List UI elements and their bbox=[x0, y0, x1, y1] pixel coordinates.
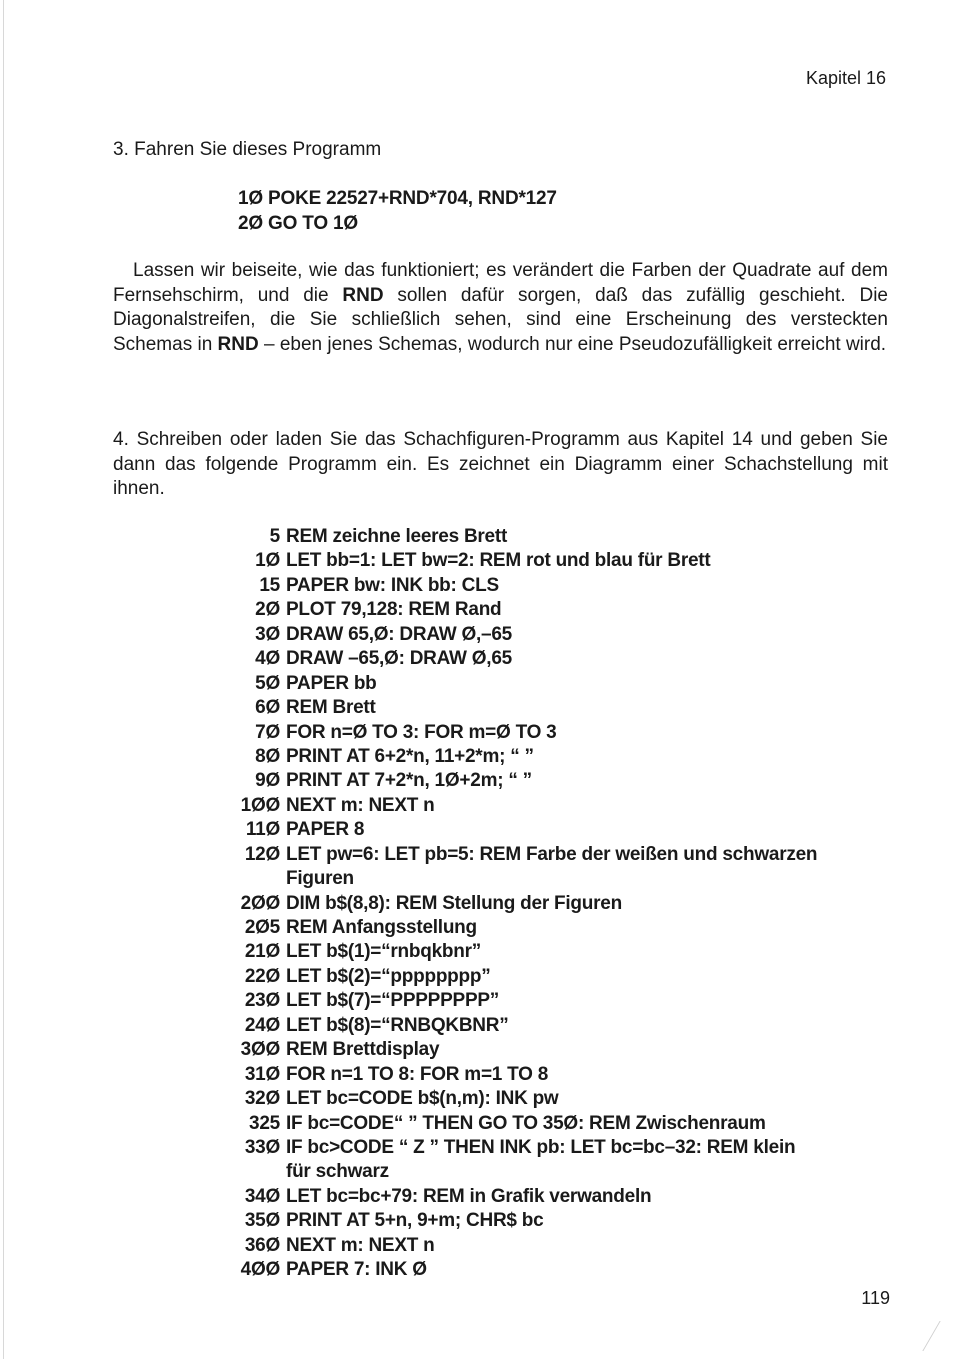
line-statement: LET pw=6: LET pb=5: REM Farbe der weißen und schwarzen bbox=[286, 843, 818, 865]
listing-line bbox=[0, 1112, 970, 1136]
line-number: 31Ø bbox=[244, 1063, 280, 1085]
listing-line bbox=[0, 1014, 970, 1038]
line-statement: DRAW –65,Ø: DRAW Ø,65 bbox=[286, 648, 512, 670]
line-number: 5Ø bbox=[255, 672, 280, 694]
line-statement: REM zeichne leeres Brett bbox=[286, 526, 508, 547]
listing-line bbox=[0, 647, 970, 671]
listing-line bbox=[0, 1185, 970, 1209]
line-statement: PAPER bw: INK bb: CLS bbox=[286, 574, 499, 596]
section-3-paragraph bbox=[113, 259, 888, 357]
line-number: 3Ø bbox=[255, 623, 280, 645]
line-statement: LET b$(7)=“PPPPPPPP” bbox=[286, 990, 500, 1012]
listing-line bbox=[0, 696, 970, 720]
line-number: 1Ø bbox=[255, 550, 280, 572]
line-statement: LET bb=1: LET bw=2: REM rot und blau für Brett bbox=[286, 550, 711, 572]
listing-line bbox=[0, 1087, 970, 1111]
listing-line bbox=[0, 1038, 970, 1062]
line-statement: DRAW 65,Ø: DRAW Ø,–65 bbox=[286, 623, 512, 645]
line-statement: PRINT AT 7+2*n, 1Ø+2m; “ ” bbox=[286, 770, 532, 792]
page-corner-mark bbox=[922, 1321, 970, 1351]
line-number: 21Ø bbox=[244, 941, 280, 963]
listing-line bbox=[0, 769, 970, 793]
listing-line bbox=[0, 892, 970, 916]
line-statement: IF bc>CODE “ Z ” THEN INK pb: LET bc=bc–32: REM klein bbox=[286, 1136, 796, 1158]
line-number: 9Ø bbox=[255, 770, 280, 792]
listing-line bbox=[0, 843, 970, 867]
line-number: 4ØØ bbox=[240, 1259, 280, 1281]
line-statement: PAPER 7: INK Ø bbox=[286, 1259, 427, 1281]
line-statement: REM Brett bbox=[286, 697, 376, 719]
chapter-header: Kapitel 16 bbox=[805, 68, 886, 88]
listing-line bbox=[0, 1258, 970, 1282]
line-statement: PRINT AT 5+n, 9+m; CHR$ bc bbox=[286, 1210, 544, 1232]
line-number: 15 bbox=[259, 574, 280, 596]
line-statement: PAPER bb bbox=[286, 672, 377, 694]
listing-line bbox=[0, 794, 970, 818]
section-3-code bbox=[238, 186, 557, 236]
line-statement: IF bc=CODE“ ” THEN GO TO 35Ø: REM Zwischenraum bbox=[286, 1112, 766, 1134]
line-number: 32Ø bbox=[244, 1088, 280, 1110]
listing-line bbox=[0, 1063, 970, 1087]
page-number: 119 bbox=[861, 1288, 890, 1308]
line-statement: LET bc=CODE b$(n,m): INK pw bbox=[286, 1088, 559, 1110]
line-statement: NEXT m: NEXT n bbox=[286, 794, 435, 816]
line-statement: PLOT 79,128: REM Rand bbox=[286, 599, 502, 621]
line-number: 24Ø bbox=[244, 1014, 280, 1036]
listing-line bbox=[0, 623, 970, 647]
line-statement: LET b$(2)=“pppppppp” bbox=[286, 965, 491, 987]
listing-line bbox=[0, 1234, 970, 1258]
line-statement: REM Brettdisplay bbox=[286, 1039, 440, 1061]
listing-line bbox=[0, 525, 970, 549]
line-number: 6Ø bbox=[255, 697, 280, 719]
line-number: 12Ø bbox=[244, 843, 280, 865]
line-number: 11Ø bbox=[245, 819, 280, 841]
line-statement: LET b$(8)=“RNBQKBNR” bbox=[286, 1014, 509, 1036]
line-number: 2ØØ bbox=[240, 892, 280, 914]
line-number: 2Ø5 bbox=[244, 917, 280, 938]
section-3-title: 3. Fahren Sie dieses Programm bbox=[113, 139, 382, 160]
line-number: 23Ø bbox=[244, 990, 280, 1012]
code-line: 1Ø POKE 22527+RND*704, RND*127 bbox=[238, 188, 557, 209]
line-statement: REM Anfangsstellung bbox=[286, 917, 477, 938]
paragraph-text: sollen dafür sorgen, daß das zufällig geschieht. Die Diagonalstreifen, die Sie schließlich sehen, sind eine Erscheinung des versteckten Schemas in bbox=[113, 284, 888, 355]
line-statement: PAPER 8 bbox=[286, 819, 365, 841]
line-statement: FOR n=Ø TO 3: FOR m=Ø TO 3 bbox=[286, 721, 557, 743]
listing-line bbox=[0, 549, 970, 573]
code-line: 2Ø GO TO 1Ø bbox=[238, 213, 358, 234]
line-statement: Figuren bbox=[286, 868, 354, 890]
listing-line bbox=[0, 1160, 970, 1184]
line-number: 22Ø bbox=[244, 965, 280, 987]
rnd-keyword: RND bbox=[217, 333, 259, 355]
line-number: 8Ø bbox=[255, 745, 280, 767]
listing-line bbox=[0, 721, 970, 745]
line-number: 1ØØ bbox=[240, 794, 280, 816]
line-statement: DIM b$(8,8): REM Stellung der Figuren bbox=[286, 892, 622, 914]
listing-line bbox=[0, 989, 970, 1013]
listing-line bbox=[0, 672, 970, 696]
rnd-keyword: RND bbox=[342, 284, 384, 306]
listing-line bbox=[0, 745, 970, 769]
line-statement: FOR n=1 TO 8: FOR m=1 TO 8 bbox=[286, 1063, 549, 1085]
listing-line bbox=[0, 574, 970, 598]
listing-line bbox=[0, 1209, 970, 1233]
line-number: 36Ø bbox=[244, 1234, 280, 1256]
line-statement: LET bc=bc+79: REM in Grafik verwandeln bbox=[286, 1185, 652, 1207]
line-number: 5 bbox=[269, 526, 280, 547]
paragraph-text: Lassen wir beiseite, wie das funktioniert; es verändert die Farben der Quadrate auf dem Fernsehschirm, und die bbox=[113, 260, 888, 306]
line-number: 3ØØ bbox=[240, 1039, 280, 1061]
line-number: 7Ø bbox=[255, 721, 280, 743]
listing-line bbox=[0, 916, 970, 940]
line-statement: LET b$(1)=“rnbqkbnr” bbox=[286, 941, 482, 963]
listing-line bbox=[0, 940, 970, 964]
basic-program-listing bbox=[0, 525, 970, 1283]
listing-line bbox=[0, 598, 970, 622]
line-number: 33Ø bbox=[244, 1136, 280, 1158]
listing-line bbox=[0, 818, 970, 842]
section-4-intro: 4. Schreiben oder laden Sie das Schachfiguren-Programm aus Kapitel 14 und geben Sie dann das folgende Programm ein. Es zeichnet ein Diagramm einer Schachstellung mit ihnen. bbox=[113, 429, 888, 499]
line-number: 34Ø bbox=[244, 1185, 280, 1207]
listing-line bbox=[0, 867, 970, 891]
paragraph-text: – eben jenes Schemas, wodurch nur eine Pseudozufälligkeit erreicht wird. bbox=[258, 333, 887, 355]
line-statement: PRINT AT 6+2*n, 11+2*m; “ ” bbox=[286, 745, 534, 767]
line-statement: für schwarz bbox=[286, 1161, 389, 1183]
line-statement: NEXT m: NEXT n bbox=[286, 1234, 435, 1256]
listing-line bbox=[0, 1136, 970, 1160]
listing-line bbox=[0, 965, 970, 989]
line-number: 2Ø bbox=[255, 599, 280, 621]
line-number: 325 bbox=[249, 1112, 280, 1134]
line-number: 4Ø bbox=[255, 648, 280, 670]
line-number: 35Ø bbox=[244, 1210, 280, 1232]
